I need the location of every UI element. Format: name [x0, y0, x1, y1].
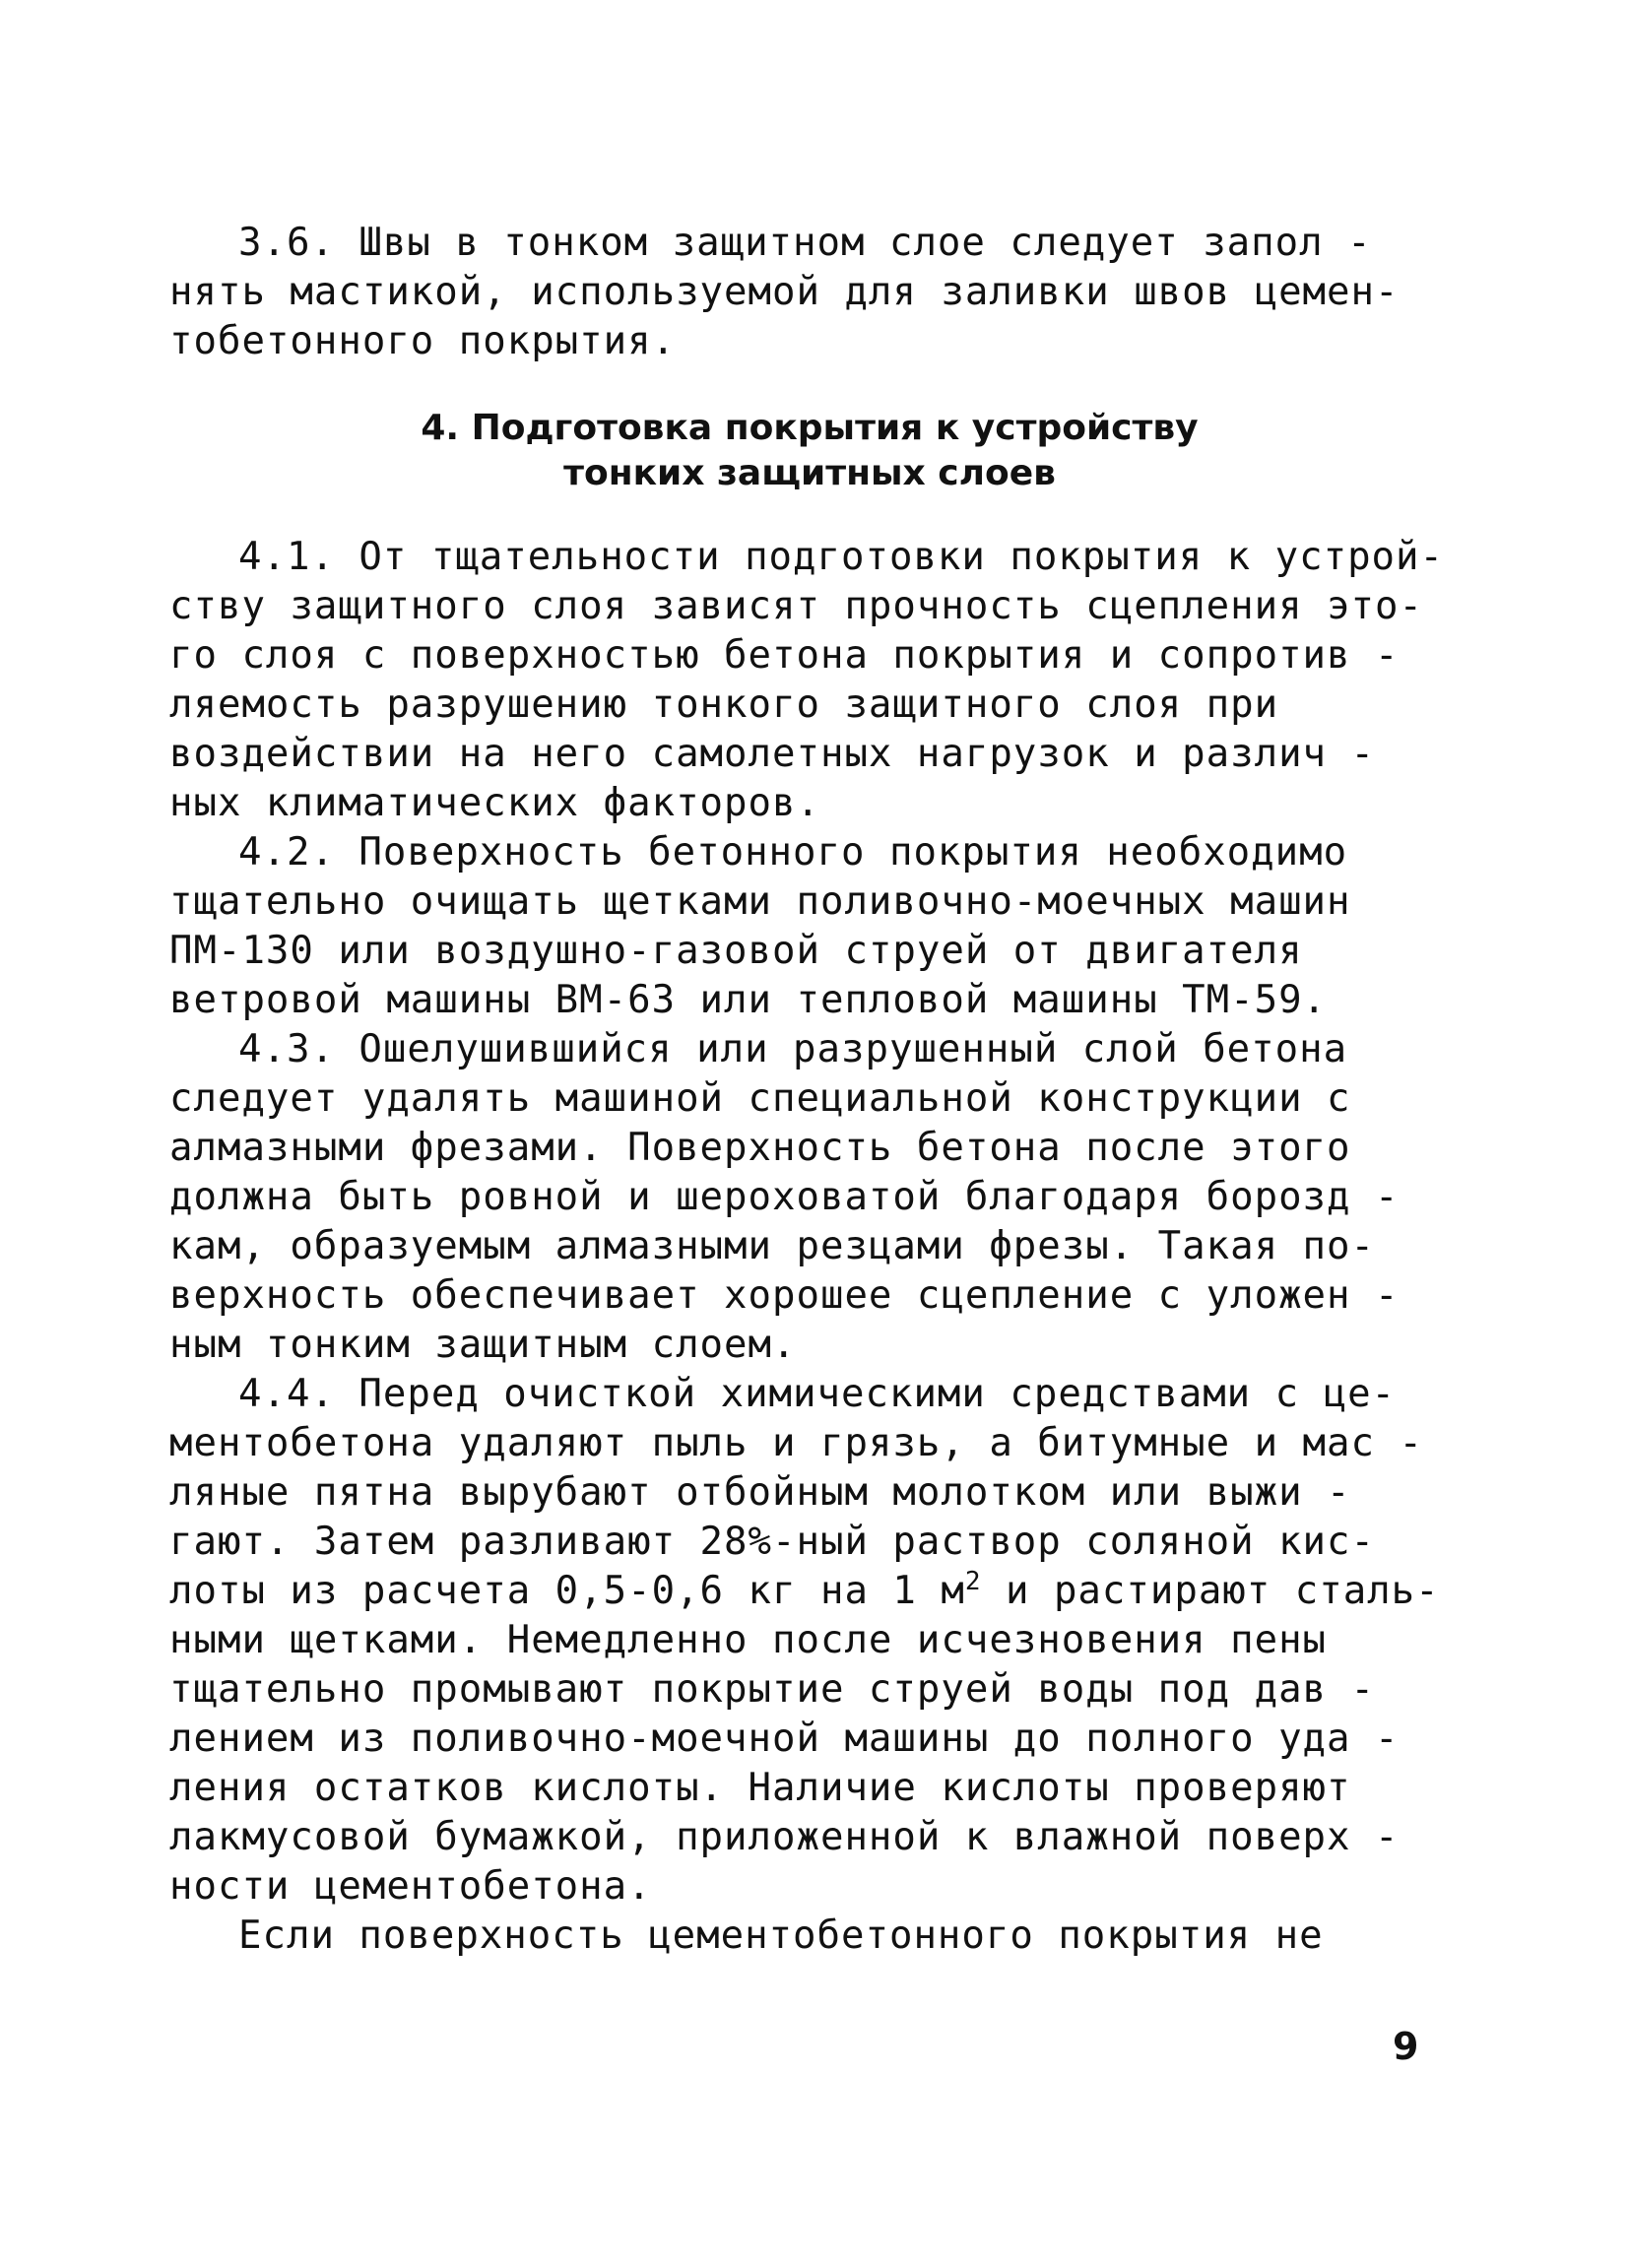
text-line: ными щетками. Немедленно после исчезновения пены: [169, 1618, 1328, 1662]
text-line: ветровой машины ВМ-63 или тепловой машины ТМ-59.: [169, 978, 1328, 1022]
page-number: 9: [1393, 2025, 1419, 2068]
text-line: гают. Затем разливают 28%-ный раствор соляной кис-: [169, 1520, 1375, 1564]
paragraph-4-1: [169, 533, 1450, 828]
text-line: ляные пятна вырубают отбойным молотком или выжи -: [169, 1470, 1351, 1515]
text-line-with-superscript: [169, 1567, 1450, 1616]
paragraph-4-4: [169, 1370, 1450, 1912]
text-line: 4.1. От тщательности подготовки покрытия к устрой-: [238, 535, 1444, 579]
text-line: ности цементобетона.: [169, 1864, 652, 1909]
text-line: должна быть ровной и шероховатой благодаря борозд -: [169, 1175, 1400, 1219]
text-line: алмазными фрезами. Поверхность бетона после этого: [169, 1126, 1351, 1170]
text-fragment: лоты из расчета 0,5-0,6 кг на 1 м: [169, 1569, 965, 1613]
text-line: ных климатических факторов.: [169, 781, 820, 825]
heading-line: 4. Подготовка покрытия к устройству: [421, 408, 1199, 448]
text-line: следует удалять машиной специальной конструкции с: [169, 1076, 1351, 1121]
text-line: тщательно очищать щетками поливочно-моечных машин: [169, 879, 1351, 924]
section-4-body: [169, 533, 1450, 1961]
text-fragment: и растирают сталь-: [981, 1569, 1440, 1613]
text-line: воздействии на него самолетных нагрузок и различ -: [169, 732, 1375, 776]
text-line: ления остатков кислоты. Наличие кислоты проверяют: [169, 1766, 1351, 1810]
text-line: 3.6. Швы в тонком защитном слое следует запол -: [238, 221, 1372, 265]
text-line: 4.4. Перед очисткой химическими средствами с це-: [238, 1372, 1397, 1416]
text-line: ляемость разрушению тонкого защитного слоя при: [169, 682, 1279, 727]
text-line: лакмусовой бумажкой, приложенной к влажной поверх -: [169, 1815, 1400, 1859]
paragraph-4-2: [169, 828, 1450, 1025]
text-line: верхность обеспечивает хорошее сцепление с уложен -: [169, 1273, 1400, 1318]
paragraph-3-6: [169, 219, 1450, 366]
text-line: 4.3. Ошелушившийся или разрушенный слой бетона: [238, 1027, 1348, 1071]
text-line: ству защитного слоя зависят прочность сцепления это-: [169, 584, 1423, 628]
text-line: тщательно промывают покрытие струей воды под дав -: [169, 1667, 1375, 1712]
heading-line: тонких защитных слоев: [563, 453, 1056, 493]
section-heading: [169, 406, 1450, 496]
superscript: 2: [964, 1567, 982, 1596]
text-line: го слоя с поверхностью бетона покрытия и сопротив -: [169, 633, 1400, 678]
text-line: лением из поливочно-моечной машины до полного уда -: [169, 1717, 1400, 1761]
text-line: 4.2. Поверхность бетонного покрытия необходимо: [238, 830, 1348, 875]
text-line: нять мастикой, используемой для заливки швов цемен-: [169, 270, 1400, 314]
text-line: ПМ-130 или воздушно-газовой струей от двигателя: [169, 929, 1303, 973]
text-line: ным тонким защитным слоем.: [169, 1323, 797, 1367]
text-line: Если поверхность цементобетонного покрытия не: [238, 1913, 1324, 1958]
text-line: тобетонного покрытия.: [169, 319, 677, 363]
text-line: ментобетона удаляют пыль и грязь, а битумные и мас -: [169, 1421, 1423, 1465]
paragraph-4-3: [169, 1025, 1450, 1370]
paragraph-final: [169, 1912, 1450, 1961]
text-line: кам, образуемым алмазными резцами фрезы. Такая по-: [169, 1224, 1375, 1268]
